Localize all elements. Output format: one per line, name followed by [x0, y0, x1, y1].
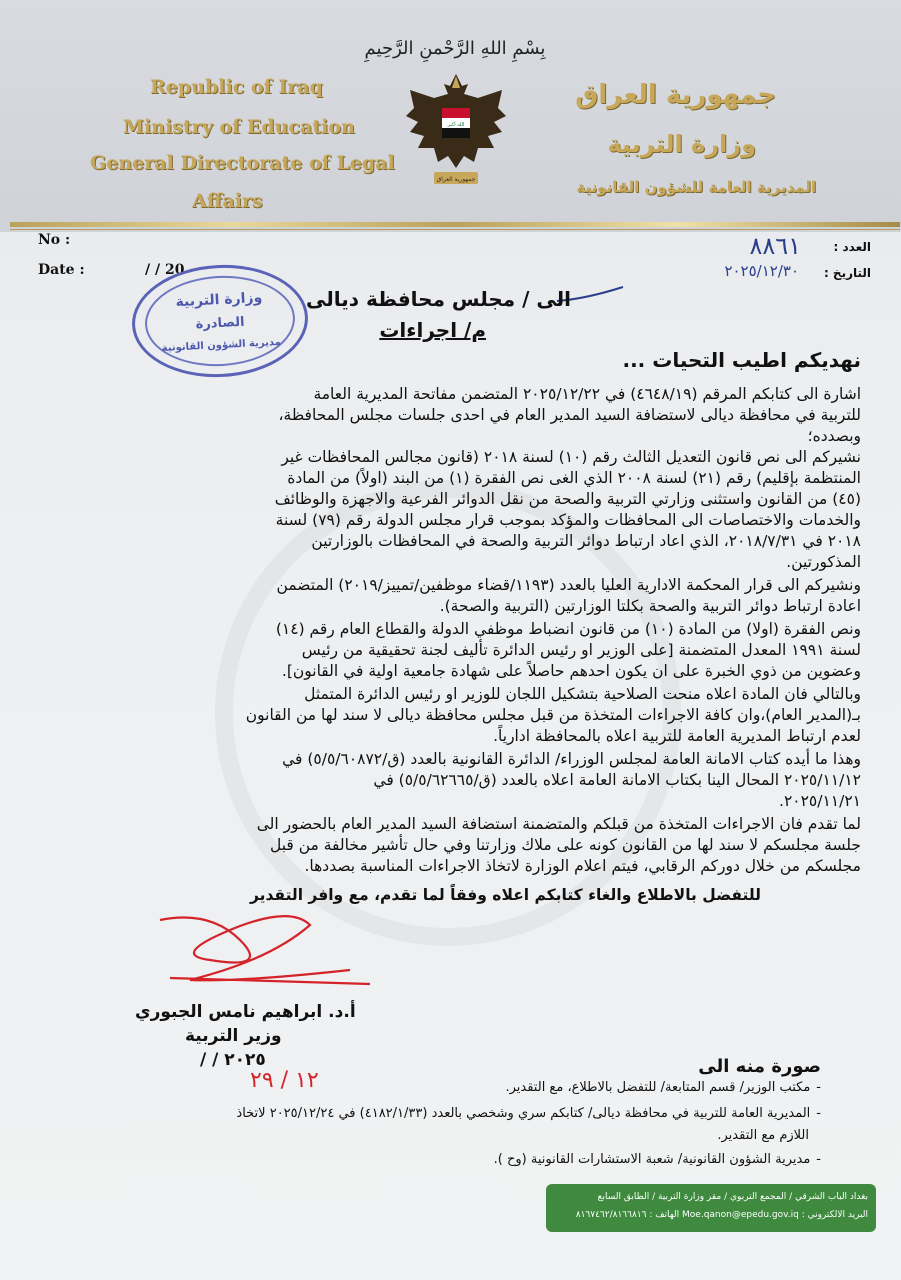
body-line: ٢٠٢٥/١١/١٢ المحال الينا بكتاب الامانة العامة اعلاه بالعدد (ق/٥/٥/٦٢٦٦٥) في: [373, 771, 861, 789]
letterhead-en-line4: Affairs: [192, 190, 263, 212]
letterhead-ar-line3: المديرية العامة للشؤون القانونية: [576, 178, 816, 196]
signature-scribble: [150, 900, 380, 1000]
body-line: مجلسكم من خلال دوركم الرقابي، فيتم اعلام الوزارة لاتخاذ الاجراءات المناسبة بصددها.: [304, 857, 861, 875]
body-line: وعضوين من ذوي الخبرة على ان يكون احدهم حاصلاً على شهادة جامعية اولية في القانون].: [281, 662, 861, 680]
copies-item: - مكتب الوزير/ قسم المتابعة/ للتفضل بالاطلاع، مع التقدير.: [505, 1080, 821, 1095]
handwritten-number: ٨٨٦١: [749, 232, 801, 260]
body-line: اشارة الى كتابكم المرقم (٤٦٤٨/١٩) في ٢٠٢٥/١٢/٢٢ المتضمن مفاتحة المديرية العامة: [313, 385, 861, 403]
body-line: وبالتالي فان المادة اعلاه منحت الصلاحية بتشكيل اللجان للوزير او رئيس الدائرة المتمثل: [304, 685, 861, 703]
basmala: بِسْمِ اللهِ الرَّحْمنِ الرَّحِيمِ: [364, 38, 546, 59]
body-line: والخدمات والاختصاصات الى المحافظات والمؤكد بموجب قرار مجلس الدولة رقم (٧٩) لسنة: [275, 511, 861, 529]
letterhead-ar-line2: وزارة التربية: [607, 130, 756, 158]
copies-item: - المديرية العامة للتربية في محافظة ديالى/ كتابكم سري وشخصي بالعدد (٤١٨٢/١/٣٣) في ٢٠٢٥/١٢/٢٤ لاتخاذ: [236, 1106, 821, 1121]
recipient-subject: م/ اجراءات: [379, 318, 486, 342]
signature-date: ٢٠٢٥ / /: [200, 1050, 266, 1070]
number-label-ar: العدد :: [833, 240, 871, 254]
letterhead-divider: [10, 222, 900, 227]
body-line: بـ(المدير العام)،وان كافة الاجراءات المتخذة من قبل مجلس محافظة ديالى لا سند لها من القانون: [245, 706, 861, 724]
letterhead-divider-thin: [10, 229, 900, 230]
footer-address: بغداد الباب الشرقي / المجمع التربوي / مقر وزارة التربية / الطابق السابع: [597, 1192, 868, 1202]
copies-item-cont: اللازم مع التقدير.: [717, 1128, 809, 1143]
stamp-line2: الصادرة: [195, 314, 245, 333]
letterhead-ar-line1: جمهورية العراق: [575, 80, 776, 110]
footer-contact: البريد الالكتروني : Moe.qanon@epedu.gov.iq الهاتف : ٨١٦٧٤٦٢/٨١٦٦٨١٦: [575, 1210, 868, 1220]
body-line: وهذا ما أيده كتاب الامانة العامة لمجلس الوزراء/ الدائرة القانونية بالعدد (ق/٥/٥/٦٠٨٧٢) في: [282, 750, 861, 768]
ministry-stamp: [129, 260, 311, 381]
iraq-emblem-icon: [404, 64, 508, 196]
body-line: لعدم ارتباط المديرية العامة للتربية اعلاه بالمحافظة ادارياً.: [493, 727, 861, 745]
body-line: ٢٠١٨ في ٢٠١٨/٧/٣١، الذي اعاد ارتباط دوائر التربية والصحة في المحافظات بالوزارتين: [311, 532, 861, 550]
body-line: لما تقدم فان الاجراءات المتخذة من قبلكم والمتضمنة استضافة السيد المدير العام بالحضور الى: [256, 815, 861, 833]
body-line: ٢٠٢٥/١١/٢١.: [779, 792, 861, 810]
closing-line: للتفضل بالاطلاع والغاء كتابكم اعلاه وفقاً لما تقدم، مع وافر التقدير: [250, 886, 761, 904]
copies-title: صورة منه الى: [698, 1056, 821, 1077]
body-line: نشيركم الى نص قانون التعديل الثالث رقم (١٠) لسنة ٢٠١٨ (قانون مجالس المحافظات غير: [281, 448, 861, 466]
stamp-line3: مديرية الشؤون القانونية: [161, 336, 282, 355]
letterhead-en-line1: Republic of Iraq: [150, 76, 323, 98]
body-line: لسنة ١٩٩١ المعدل المتضمنة [على الوزير او رئيس الدائرة تأليف لجنة تحقيقية من رئيس: [301, 641, 861, 659]
body-line: وبصدده؛: [807, 427, 861, 445]
recipient-to: الى / مجلس محافظة ديالى: [305, 287, 571, 311]
date-label: Date :: [38, 262, 85, 278]
body-line: للتربية في محافظة ديالى لاستضافة السيد المدير العام في احدى جلسات مجلس المحافظة،: [278, 406, 861, 424]
letterhead-en-line2: Ministry of Education: [123, 116, 355, 138]
date-blank: / / 20: [145, 262, 185, 278]
no-label: No :: [38, 232, 71, 248]
body-line: ونص الفقرة (اولا) من المادة (١٠) من قانون انضباط موظفي الدولة والقطاع العام رقم (١٤): [275, 620, 861, 638]
stamp-line1: وزارة التربية: [175, 289, 263, 311]
greeting: نهديكم اطيب التحيات ...: [622, 348, 861, 372]
footer-address-box: [546, 1184, 876, 1232]
body-line: جلسة مجلسكم لا سند لها من القانون كونه على ملاك وزارتنا وفي حال تأشير مخالفة من قبل: [269, 836, 861, 854]
handwritten-sign-date: ١٢ / ٢٩: [250, 1068, 319, 1093]
body-line: اعادة ارتباط دوائر التربية والصحة بكلتا الوزارتين (التربية والصحة).: [439, 597, 861, 615]
body-line: ونشيركم الى قرار المحكمة الادارية العليا بالعدد (١١٩٣/قضاء موظفين/تمييز/٢٠١٩) المتضمن: [276, 576, 861, 594]
emblem-scroll-text: جمهورية العراق: [436, 176, 476, 183]
letterhead-en-line3: General Directorate of Legal: [90, 152, 395, 174]
body-line: المذكورتين.: [786, 553, 861, 571]
body-line: (٤٥) من القانون واستثنى وزارتي التربية والصحة من نقل الدوائر الفرعية والاجهزة والوظائف: [274, 490, 861, 508]
handwritten-date: ٢٠٢٥/١٢/٣٠: [724, 262, 799, 280]
signatory-title: وزير التربية: [185, 1026, 282, 1046]
copies-item: - مديرية الشؤون القانونية/ شعبة الاستشارات القانونية (وح ).: [494, 1152, 821, 1167]
date-label-ar: التاريخ :: [823, 266, 871, 280]
emblem-motto: الله أكبر: [447, 122, 465, 128]
signatory-name: أ.د. ابراهيم نامس الجبوري: [135, 1002, 356, 1022]
body-line: المنتظمة بإقليم) رقم (٢١) لسنة ٢٠٠٨ الذي الغى نص الفقرة (١) من البند (اولاً) من المادة: [287, 469, 861, 487]
